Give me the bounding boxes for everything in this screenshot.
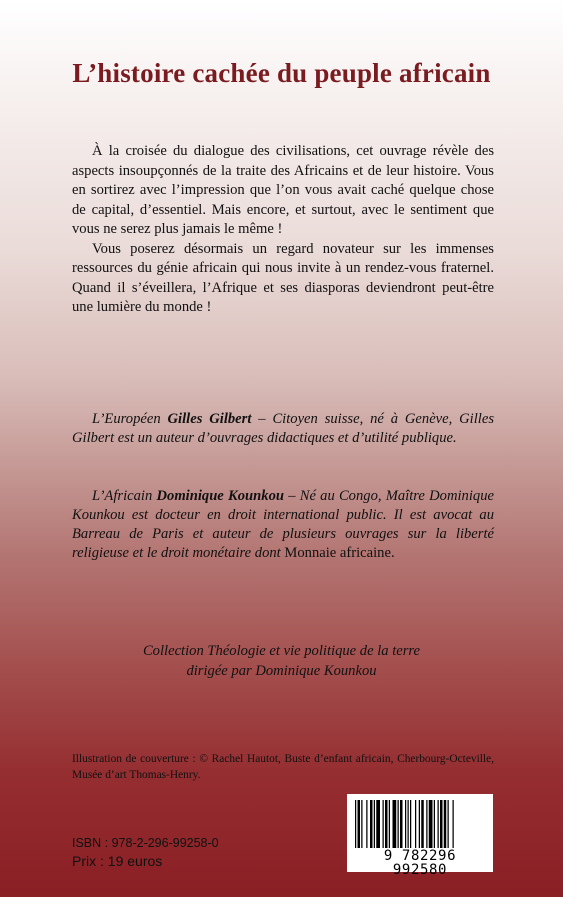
- barcode-bars: [353, 800, 487, 848]
- author-bio-text: – Né au Congo, Maître Dominique Kounkou est docteur en droit international public. Il est avocat au Barreau de Paris et auteur de plusieurs ouvrages sur la liberté religieuse et le droit monétaire dont: [72, 488, 494, 561]
- author-prefix: L’Africain: [92, 488, 153, 504]
- price: Prix : 19 euros: [72, 853, 163, 869]
- barcode-bar: [421, 800, 424, 848]
- barcode-bar: [408, 800, 409, 848]
- barcode-bar: [434, 800, 435, 848]
- barcode-bar: [415, 800, 416, 848]
- summary-paragraph-1: À la croisée du dialogue des civilisations, cet ouvrage révèle des aspects insoupçonnés de la traite des Africains et de leur histoire. Vous en sortirez avec l’impression que l’on vous avait caché quelque chose de capital, d’essentiel. Mais encore, et surtout, avec le sentiment que vous ne serez plus jamais le même !: [72, 143, 494, 237]
- barcode-bar: [398, 800, 399, 848]
- barcode: [347, 794, 493, 878]
- author-name: Gilles Gilbert: [167, 411, 252, 427]
- barcode-bar: [400, 800, 403, 848]
- author-bio-gilbert: [72, 410, 494, 448]
- barcode-bar: [440, 800, 443, 848]
- barcode-bar: [361, 800, 362, 848]
- barcode-bar: [370, 800, 373, 848]
- barcode-bar: [405, 800, 406, 848]
- collection-name: Collection Théologie et vie politique de la terre: [142, 643, 421, 659]
- barcode-bar: [438, 800, 439, 848]
- barcode-bar: [389, 800, 390, 848]
- isbn: ISBN : 978-2-296-99258-0: [72, 836, 219, 850]
- barcode-bar: [393, 800, 397, 848]
- barcode-number: 9 782296 992580: [383, 848, 457, 878]
- author-bio-kounkou: [72, 487, 494, 563]
- cited-book-title: Monnaie africaine.: [284, 545, 395, 561]
- book-summary: [72, 142, 494, 318]
- author-name: Dominique Kounkou: [156, 488, 284, 504]
- barcode-bar: [355, 800, 356, 848]
- summary-paragraph-2: Vous poserez désormais un regard novateur sur les immenses ressources du génie africain qui nous invite à un rendez-vous fraternel. Quand il s’éveillera, l’Afrique et ses diasporas deviendront peut-être une lumière du monde !: [72, 240, 494, 315]
- barcode-bar: [374, 800, 375, 848]
- collection-info: [0, 641, 563, 681]
- barcode-bar: [444, 800, 447, 848]
- author-prefix: L’Européen: [92, 411, 161, 427]
- barcode-bar: [448, 800, 449, 848]
- barcode-bar: [453, 800, 454, 848]
- barcode-bar: [385, 800, 388, 848]
- barcode-bar: [410, 800, 411, 848]
- barcode-bar: [429, 800, 433, 848]
- barcode-bar: [376, 800, 380, 848]
- collection-director: dirigée par Dominique Kounkou: [186, 663, 377, 679]
- barcode-bar: [419, 800, 420, 848]
- barcode-bar: [426, 800, 427, 848]
- barcode-bar: [366, 800, 367, 848]
- barcode-bar: [358, 800, 361, 848]
- book-title: L’histoire cachée du peuple africain: [72, 58, 491, 88]
- cover-illustration-credit: Illustration de couverture : © Rachel Hautot, Buste d’enfant africain, Cherbourg-Octeville, Musée d’art Thomas-Henry.: [72, 753, 494, 781]
- author-bio-text: – Citoyen suisse, né à Genève, Gilles Gilbert est un auteur d’ouvrages didactiques et d’utilité publique.: [72, 411, 495, 446]
- barcode-bar: [383, 800, 384, 848]
